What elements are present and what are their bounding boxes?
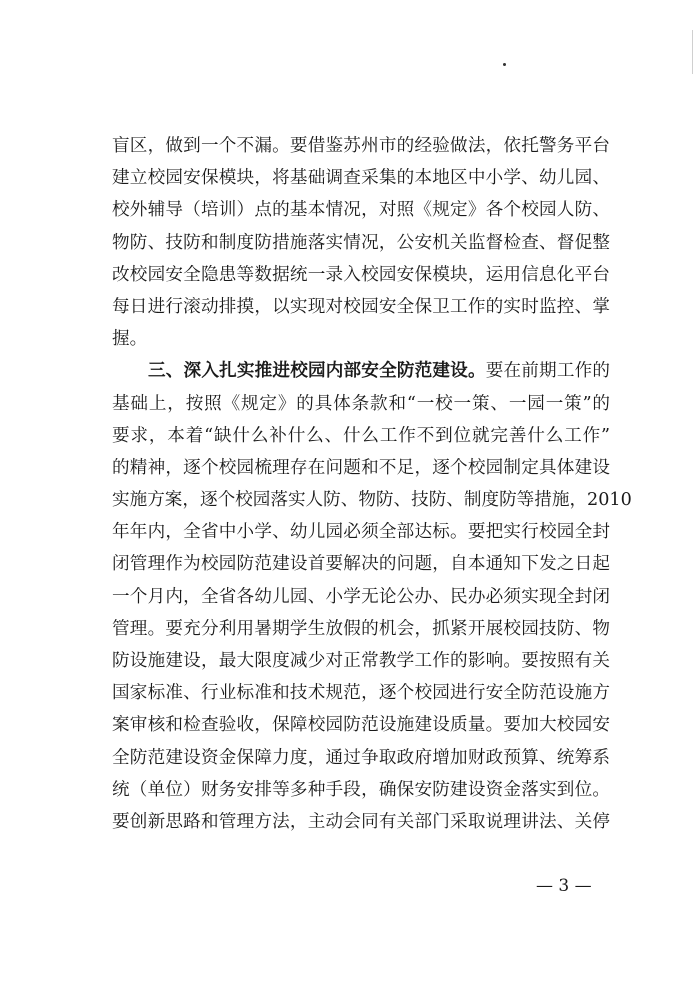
scan-edge-mark: [692, 30, 693, 74]
text-line: 握。: [112, 329, 148, 350]
section-heading-line: [112, 355, 610, 387]
text-line: 要求，本着“缺什么补什么、什么工作不到位就完善什么工作”: [112, 425, 610, 446]
text-line: 实施方案，逐个校园落实人防、物防、技防、制度防等措施，2010: [112, 490, 632, 511]
text-line: 改校园安全隐患等数据统一录入校园安保模块，运用信息化平台: [112, 264, 610, 285]
text-line: 校外辅导（培训）点的基本情况，对照《规定》各个校园人防、: [112, 200, 610, 221]
text-line: 要创新思路和管理方法，主动会同有关部门采取说理讲法、关停: [112, 811, 610, 832]
section-heading-rest: 要在前期工作的: [485, 361, 610, 382]
text-line: 建立校园安保模块，将基础调查采集的本地区中小学、幼儿园、: [112, 168, 610, 189]
text-line: 国家标准、行业标准和技术规范，逐个校园进行安全防范设施方: [112, 683, 610, 704]
text-line: 基础上，按照《规定》的具体条款和“一校一策、一园一策”的: [112, 393, 610, 414]
text-line: 案审核和检查验收，保障校园防范设施建设质量。要加大校园安: [112, 715, 610, 736]
text-line: 物防、技防和制度防措施落实情况，公安机关监督检查、督促整: [112, 232, 610, 253]
text-line: 的精神，逐个校园梳理存在问题和不足，逐个校园制定具体建设: [112, 457, 610, 478]
text-line: 一个月内，全省各幼儿园、小学无论公办、民办必须实现全封闭: [112, 586, 610, 607]
section-heading: 三、深入扎实推进校园内部安全防范建设。: [148, 360, 486, 382]
text-line: 防设施建设，最大限度减少对正常教学工作的影响。要按照有关: [112, 651, 610, 671]
text-line: 管理。要充分利用暑期学生放假的机会，抓紧开展校园技防、物: [112, 618, 610, 639]
text-line: 每日进行滚动排摸，以实现对校园安全保卫工作的实时监控、掌: [112, 296, 610, 317]
text-line: 闭管理作为校园防范建设首要解决的问题，自本通知下发之日起: [112, 554, 610, 575]
text-line: 盲区，做到一个不漏。要借鉴苏州市的经验做法，依托警务平台: [112, 136, 610, 156]
page-number: — 3 —: [536, 876, 592, 896]
text-line: 年年内，全省中小学、幼儿园必须全部达标。要把实行校园全封: [112, 522, 610, 543]
text-line: 全防范建设资金保障力度，通过争取政府增加财政预算、统筹系: [112, 747, 610, 768]
scan-speck: [503, 63, 506, 66]
text-line: 统（单位）财务安排等多种手段，确保安防建设资金落实到位。: [112, 779, 610, 800]
body-text: [112, 130, 632, 838]
